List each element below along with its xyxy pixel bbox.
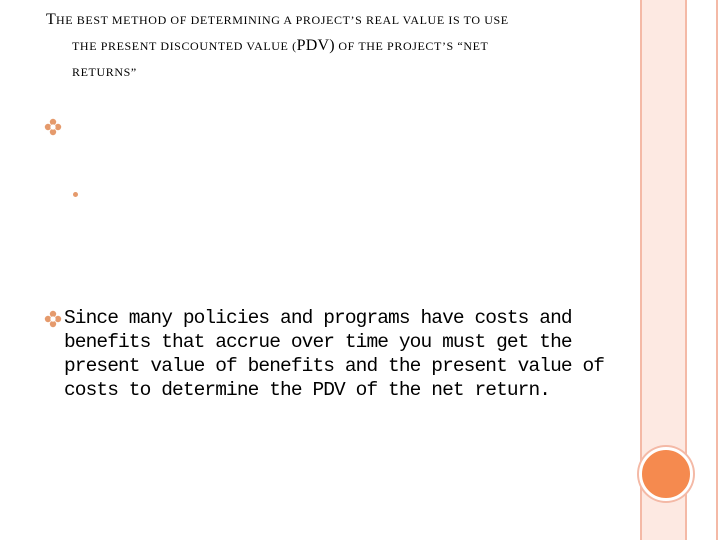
title-first-cap: T bbox=[46, 11, 56, 28]
title-line-3: RETURNS” bbox=[72, 65, 137, 79]
flower-bullet-icon bbox=[44, 310, 62, 328]
bullet-3-text: Since many policies and programs have costs and benefits that accrue over time you must get the present value of benefits and the present value of costs to determine the PDV of the net return. bbox=[64, 307, 605, 401]
slide-title bbox=[46, 7, 636, 85]
title-line-2-pdv: PDV) bbox=[296, 37, 335, 54]
flower-bullet-icon bbox=[44, 118, 62, 136]
accent-circle bbox=[639, 447, 693, 501]
title-line-2: THE PRESENT DISCOUNTED VALUE ( bbox=[72, 39, 297, 53]
right-border-line-3 bbox=[716, 0, 718, 540]
dot-bullet-icon bbox=[73, 192, 78, 197]
title-line-1: HE BEST METHOD OF DETERMINING A PROJECT’S REAL VALUE IS TO USE bbox=[55, 13, 509, 27]
right-border-line-1 bbox=[640, 0, 642, 540]
title-line-2-end: OF THE PROJECT’S “NET bbox=[334, 39, 489, 53]
